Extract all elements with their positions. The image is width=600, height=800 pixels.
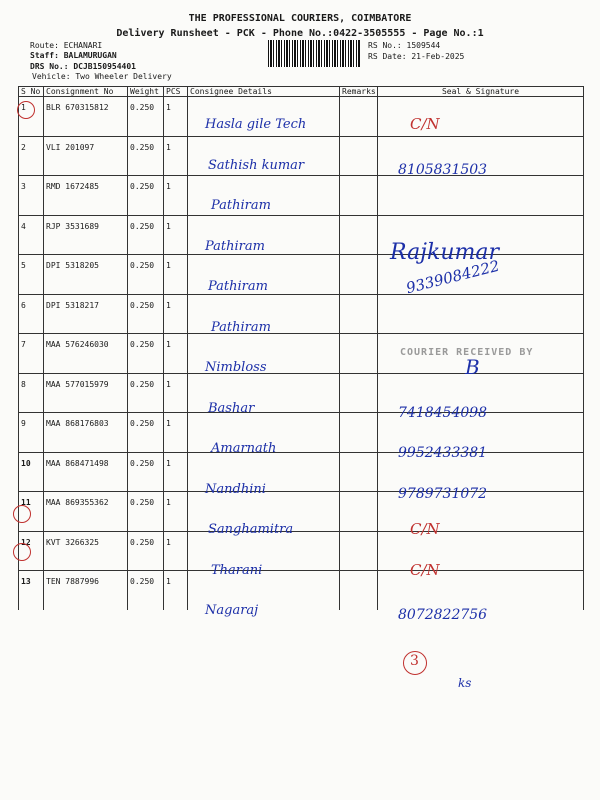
consignment-text: RMD 1672485: [46, 182, 99, 191]
consignment-text: DPI 5318217: [46, 300, 99, 310]
handwritten-consignee: Bashar: [208, 400, 255, 416]
handwritten-signature: 8072822756: [398, 607, 488, 623]
signature-cell: [378, 294, 584, 334]
table-row: [19, 531, 584, 571]
pcs-text: 1: [166, 537, 171, 547]
weight-cell: [128, 373, 164, 413]
pcs-text: 1: [166, 577, 171, 586]
remarks-cell: [340, 255, 378, 295]
table-row: [19, 176, 584, 216]
red-circle-mark: [17, 101, 35, 119]
pcs-text: 1: [166, 379, 171, 389]
pcs-text: 1: [166, 221, 171, 231]
pcs-cell: [164, 255, 188, 295]
col-consignee: Consignee Details: [188, 87, 340, 97]
col-sno: S No: [19, 87, 44, 97]
handwritten-consignee: Nimbloss: [205, 360, 267, 375]
signature-cell: [378, 97, 584, 137]
handwritten-consignee: Pathiram: [205, 238, 265, 254]
col-consignment: Consignment No: [44, 87, 128, 97]
weight-text: 0.250: [130, 221, 155, 231]
table-row: [19, 571, 584, 610]
weight-text: 0.250: [130, 537, 155, 547]
rs-date: RS Date: 21-Feb-2025: [368, 52, 465, 61]
pcs-text: 1: [166, 419, 171, 428]
barcode-image: [268, 40, 360, 67]
weight-text: 0.250: [130, 300, 155, 310]
consignment-cell: [44, 492, 128, 532]
consignment-text: MAA 868176803: [46, 419, 109, 428]
vehicle-label: Vehicle: Two Wheeler Delivery: [32, 72, 172, 81]
consignment-cell: [44, 452, 128, 492]
stamp-signature-scribble: B: [465, 355, 480, 379]
weight-text: 0.250: [130, 379, 155, 389]
remarks-cell: [340, 492, 378, 532]
pcs-cell: [164, 571, 188, 610]
sno-text: 3: [21, 182, 26, 191]
handwritten-consignee: Amarnath: [211, 441, 277, 456]
handwritten-signature: 9789731072: [398, 485, 488, 502]
weight-cell: [128, 97, 164, 137]
weight-text: 0.250: [130, 419, 155, 428]
weight-text: 0.250: [130, 577, 155, 586]
table-row: [19, 413, 584, 453]
pcs-text: 1: [166, 261, 171, 270]
pcs-text: 1: [166, 103, 171, 112]
remarks-cell: [340, 97, 378, 137]
weight-text: 0.250: [130, 261, 155, 270]
sno-text: 5: [21, 261, 26, 270]
remarks-cell: [340, 452, 378, 492]
consignment-text: TEN 7887996: [46, 577, 99, 586]
signature-cell: [378, 176, 584, 216]
consignment-cell: [44, 97, 128, 137]
handwritten-consignee: Nagaraj: [205, 603, 259, 618]
pcs-cell: [164, 334, 188, 374]
consignment-cell: [44, 136, 128, 176]
sno-text: 2: [21, 142, 26, 152]
remarks-cell: [340, 571, 378, 610]
sno-text: 10: [21, 458, 31, 468]
consignment-cell: [44, 176, 128, 216]
consignment-cell: [44, 294, 128, 334]
pcs-cell: [164, 413, 188, 453]
weight-text: 0.250: [130, 142, 155, 152]
col-pcs: PCS: [164, 87, 188, 97]
consignment-cell: [44, 373, 128, 413]
consignment-cell: [44, 255, 128, 295]
weight-cell: [128, 492, 164, 532]
handwritten-consignee: Pathiram: [208, 279, 268, 294]
handwritten-consignee: Pathiram: [211, 198, 271, 213]
consignment-text: VLI 201097: [46, 142, 95, 152]
weight-cell: [128, 571, 164, 610]
pcs-text: 1: [166, 340, 171, 349]
handwritten-consignee: Hasla gile Tech: [205, 117, 307, 132]
sno-cell: [19, 413, 44, 453]
courier-stamp: COURIER RECEIVED BY: [400, 347, 534, 358]
drs-label: DRS No.: DCJB150954401: [30, 62, 136, 71]
runsheet-title: Delivery Runsheet - PCK - Phone No.:0422-3505555 - Page No.:1: [116, 28, 484, 39]
table-row: [19, 373, 584, 413]
consignment-cell: [44, 413, 128, 453]
remarks-cell: [340, 136, 378, 176]
route-label: Route: ECHANARI: [30, 41, 103, 50]
weight-cell: [128, 176, 164, 216]
pcs-cell: [164, 373, 188, 413]
handwritten-consignee: Nandhini: [205, 481, 266, 497]
sno-cell: [19, 215, 44, 255]
pcs-text: 1: [166, 498, 171, 507]
remarks-cell: [340, 334, 378, 374]
sno-text: 1: [21, 103, 26, 112]
pcs-cell: [164, 492, 188, 532]
remarks-cell: [340, 215, 378, 255]
weight-text: 0.250: [130, 182, 155, 191]
table-row: [19, 492, 584, 532]
company-title: THE PROFESSIONAL COURIERS, COIMBATORE: [188, 13, 412, 24]
handwritten-consignee: Tharani: [211, 562, 263, 578]
pcs-cell: [164, 531, 188, 571]
sno-text: 11: [21, 498, 31, 507]
consignment-cell: [44, 334, 128, 374]
sno-cell: [19, 452, 44, 492]
signature-cell: [378, 571, 584, 610]
rs-number: RS No.: 1509544: [368, 41, 441, 50]
pcs-text: 1: [166, 142, 171, 152]
red-circle-mark: [13, 505, 31, 523]
consignment-text: MAA 868471498: [46, 458, 109, 468]
remarks-cell: [340, 294, 378, 334]
remarks-cell: [340, 413, 378, 453]
sno-cell: [19, 255, 44, 295]
consignment-text: MAA 869355362: [46, 498, 109, 507]
pcs-cell: [164, 452, 188, 492]
weight-cell: [128, 215, 164, 255]
weight-cell: [128, 413, 164, 453]
handwritten-consignee: Sanghamitra: [208, 522, 294, 537]
pcs-text: 1: [166, 300, 171, 310]
table-row: [19, 452, 584, 492]
weight-text: 0.250: [130, 103, 155, 112]
sno-cell: [19, 373, 44, 413]
weight-text: 0.250: [130, 340, 155, 349]
pcs-cell: [164, 176, 188, 216]
sno-cell: [19, 294, 44, 334]
weight-cell: [128, 531, 164, 571]
consignment-cell: [44, 215, 128, 255]
weight-cell: [128, 452, 164, 492]
consignment-cell: [44, 571, 128, 610]
remarks-cell: [340, 176, 378, 216]
initials-mark: ks: [458, 676, 472, 690]
sno-text: 4: [21, 221, 26, 231]
sno-cell: [19, 334, 44, 374]
circled-total: 3: [410, 653, 419, 669]
sno-cell: [19, 571, 44, 610]
handwritten-signature: 8105831503: [398, 161, 488, 178]
sno-text: 12: [21, 537, 31, 547]
merged-signature-number: 9339084222: [404, 256, 502, 298]
weight-cell: [128, 255, 164, 295]
pcs-text: 1: [166, 182, 171, 191]
consignment-text: MAA 577015979: [46, 379, 109, 389]
pcs-text: 1: [166, 458, 171, 468]
handwritten-signature: C/N: [410, 560, 440, 579]
consignment-cell: [44, 531, 128, 571]
staff-label: Staff: BALAMURUGAN: [30, 51, 117, 60]
sno-text: 6: [21, 300, 26, 310]
sno-text: 7: [21, 340, 26, 349]
col-weight: Weight: [128, 87, 164, 97]
sno-text: 8: [21, 379, 26, 389]
pcs-cell: [164, 136, 188, 176]
handwritten-consignee: Pathiram: [211, 319, 271, 335]
weight-text: 0.250: [130, 498, 155, 507]
remarks-cell: [340, 531, 378, 571]
sno-cell: [19, 136, 44, 176]
handwritten-signature: 9952433381: [398, 445, 488, 461]
handwritten-signature: C/N: [410, 520, 440, 538]
weight-cell: [128, 334, 164, 374]
pcs-cell: [164, 294, 188, 334]
signature-cell: [378, 531, 584, 571]
sno-cell: [19, 176, 44, 216]
remarks-cell: [340, 373, 378, 413]
consignment-text: RJP 3531689: [46, 221, 99, 231]
handwritten-signature: C/N: [410, 115, 440, 133]
weight-cell: [128, 294, 164, 334]
consignment-text: MAA 576246030: [46, 340, 109, 349]
weight-cell: [128, 136, 164, 176]
col-remarks: Remarks: [340, 87, 378, 97]
sno-text: 9: [21, 419, 26, 428]
sno-text: 13: [21, 577, 31, 586]
pcs-cell: [164, 215, 188, 255]
red-circle-mark: [13, 543, 31, 561]
table-row: [19, 294, 584, 334]
col-signature: Seal & Signature: [378, 87, 584, 97]
consignment-text: BLR 670315812: [46, 103, 109, 112]
consignment-text: DPI 5318205: [46, 261, 99, 270]
consignment-text: KVT 3266325: [46, 537, 99, 547]
handwritten-consignee: Sathish kumar: [208, 157, 305, 173]
handwritten-signature: 7418454098: [398, 404, 488, 421]
table-header-row: [19, 87, 584, 97]
scribble-signature: Rajkumar: [390, 240, 500, 265]
weight-text: 0.250: [130, 458, 155, 468]
pcs-cell: [164, 97, 188, 137]
